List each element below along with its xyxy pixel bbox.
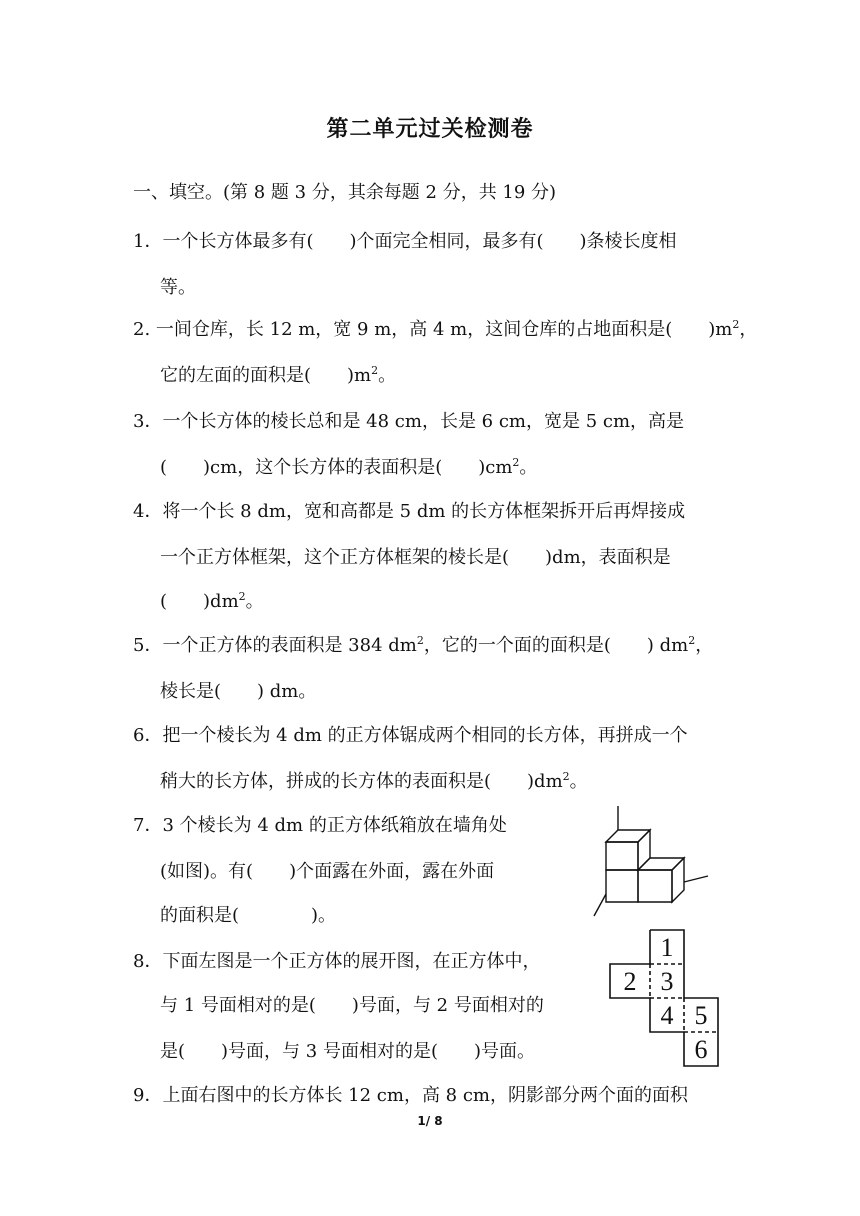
question-6-line-1: 6．把一个棱长为 4 dm 的正方体锯成两个相同的长方体，再拼成一个	[133, 725, 688, 746]
question-7-line-3: 的面积是( )。	[160, 905, 337, 926]
page-title: 第二单元过关检测卷	[326, 117, 534, 142]
q4-text-3: ( )dm	[160, 591, 239, 612]
question-5-line-1	[133, 634, 713, 658]
q3-text-2: ( )cm，这个长方体的表面积是( )cm	[160, 457, 513, 478]
question-3-line-1: 3．一个长方体的棱长总和是 48 cm，长是 6 cm，宽是 5 cm，高是	[133, 411, 685, 432]
cubes-corner-figure	[588, 806, 718, 922]
q3-punct-2: 。	[519, 457, 538, 478]
q4-punct-3: 。	[245, 591, 264, 612]
question-3-line-2	[160, 456, 537, 480]
q5-text-1b: ，它的一个面的面积是( ) dm	[423, 635, 689, 656]
net-label-4: 4	[660, 1001, 674, 1030]
question-1-line-1: 1．一个长方体最多有( )个面完全相同，最多有( )条棱长度相	[133, 231, 677, 252]
q2-punct-2: 。	[378, 365, 397, 386]
question-4-line-1: 4．将一个长 8 dm，宽和高都是 5 dm 的长方体框架拆开后再焊接成	[133, 501, 686, 522]
question-4-line-3	[160, 590, 264, 614]
question-6-line-2	[160, 770, 588, 794]
question-1-line-2: 等。	[160, 277, 196, 298]
net-label-1: 1	[660, 933, 674, 962]
q2-text-2: 它的左面的面积是( )m	[160, 365, 372, 386]
q5-text-1: 5．一个正方体的表面积是 384 dm	[133, 635, 417, 656]
superscript: 2	[416, 634, 424, 647]
superscript: 2	[371, 364, 379, 377]
net-label-3: 3	[660, 967, 674, 996]
question-8-line-3: 是( )号面，与 3 号面相对的是( )号面。	[160, 1041, 535, 1062]
q6-text-2: 稍大的长方体，拼成的长方体的表面积是( )dm	[160, 771, 563, 792]
q6-punct-2: 。	[569, 771, 588, 792]
question-7-line-1: 7．3 个棱长为 4 dm 的正方体纸箱放在墙角处	[133, 815, 507, 836]
q2-text: 2. 一间仓库，长 12 m，宽 9 m，高 4 m，这间仓库的占地面积是( )m	[133, 319, 733, 340]
superscript: 2	[512, 456, 520, 469]
superscript: 2	[688, 634, 696, 647]
question-7-line-2: (如图)。有( )个面露在外面，露在外面	[160, 861, 495, 882]
question-9-line-1: 9．上面右图中的长方体长 12 cm，高 8 cm，阴影部分两个面的面积	[133, 1085, 688, 1106]
question-5-line-2: 棱长是( ) dm。	[160, 681, 317, 702]
superscript: 2	[238, 590, 246, 603]
net-label-2: 2	[623, 967, 637, 996]
cube-net-figure	[608, 928, 720, 1068]
section-heading: 一、填空。(第 8 题 3 分，其余每题 2 分，共 19 分)	[133, 182, 557, 203]
question-8-line-2: 与 1 号面相对的是( )号面，与 2 号面相对的	[160, 995, 544, 1016]
page-number: 1/ 8	[417, 1114, 443, 1128]
q5-punct-1: ，	[695, 635, 714, 656]
question-4-line-2: 一个正方体框架，这个正方体框架的棱长是( )dm，表面积是	[160, 547, 671, 568]
q2-punct: ，	[739, 319, 758, 340]
question-8-line-1: 8．下面左图是一个正方体的展开图，在正方体中，	[133, 951, 541, 972]
net-label-6: 6	[694, 1035, 708, 1064]
superscript: 2	[562, 770, 570, 783]
question-2-line-2	[160, 364, 396, 388]
superscript: 2	[732, 318, 740, 331]
net-label-5: 5	[694, 1001, 708, 1030]
question-2-line-1	[133, 318, 757, 342]
